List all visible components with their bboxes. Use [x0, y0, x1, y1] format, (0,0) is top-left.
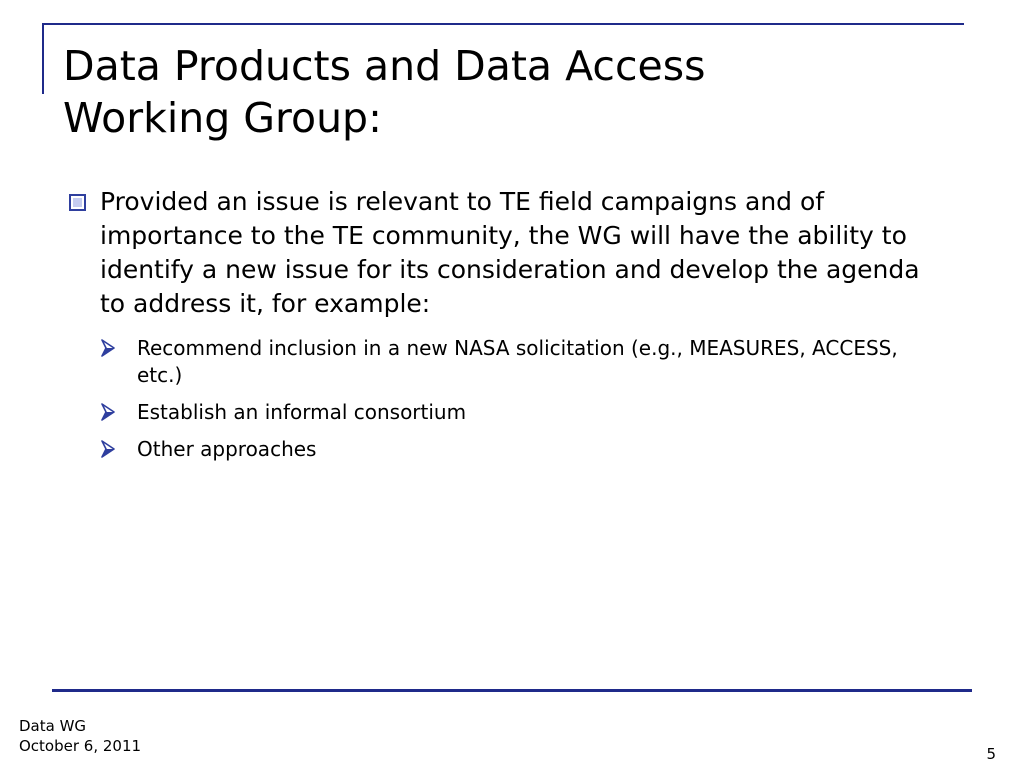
arrowhead-bullet-icon [101, 403, 115, 421]
footer-info [19, 716, 141, 756]
slide-title-line-1: Data Products and Data Access [63, 42, 706, 90]
footer-date: October 6, 2011 [19, 737, 142, 755]
sub-bullet-text: Establish an informal consortium [137, 400, 467, 424]
sub-bullet-text: Other approaches [137, 437, 317, 461]
bottom-border-rule [52, 689, 972, 692]
left-border-rule [42, 23, 44, 94]
slide-content [63, 185, 943, 473]
main-bullet-item [63, 185, 943, 321]
page-number: 5 [986, 745, 996, 763]
sub-bullet-item [100, 335, 943, 389]
arrowhead-bullet-icon [101, 440, 115, 458]
sub-bullet-list [63, 335, 943, 463]
slide-title [63, 40, 963, 144]
slide-title-line-2: Working Group: [63, 94, 382, 142]
top-border-rule [42, 23, 964, 25]
arrowhead-bullet-icon [101, 339, 115, 357]
hollow-square-bullet-icon [69, 194, 86, 211]
sub-bullet-item [100, 436, 943, 463]
main-bullet-text: Provided an issue is relevant to TE field campaigns and of importance to the TE community, the WG will have the ability to identify a new issue for its consideration and develop the agenda to address it, for example: [100, 187, 920, 318]
sub-bullet-text: Recommend inclusion in a new NASA solicitation (e.g., MEASURES, ACCESS, etc.) [137, 336, 898, 387]
sub-bullet-item [100, 399, 943, 426]
footer-group-name: Data WG [19, 717, 87, 735]
